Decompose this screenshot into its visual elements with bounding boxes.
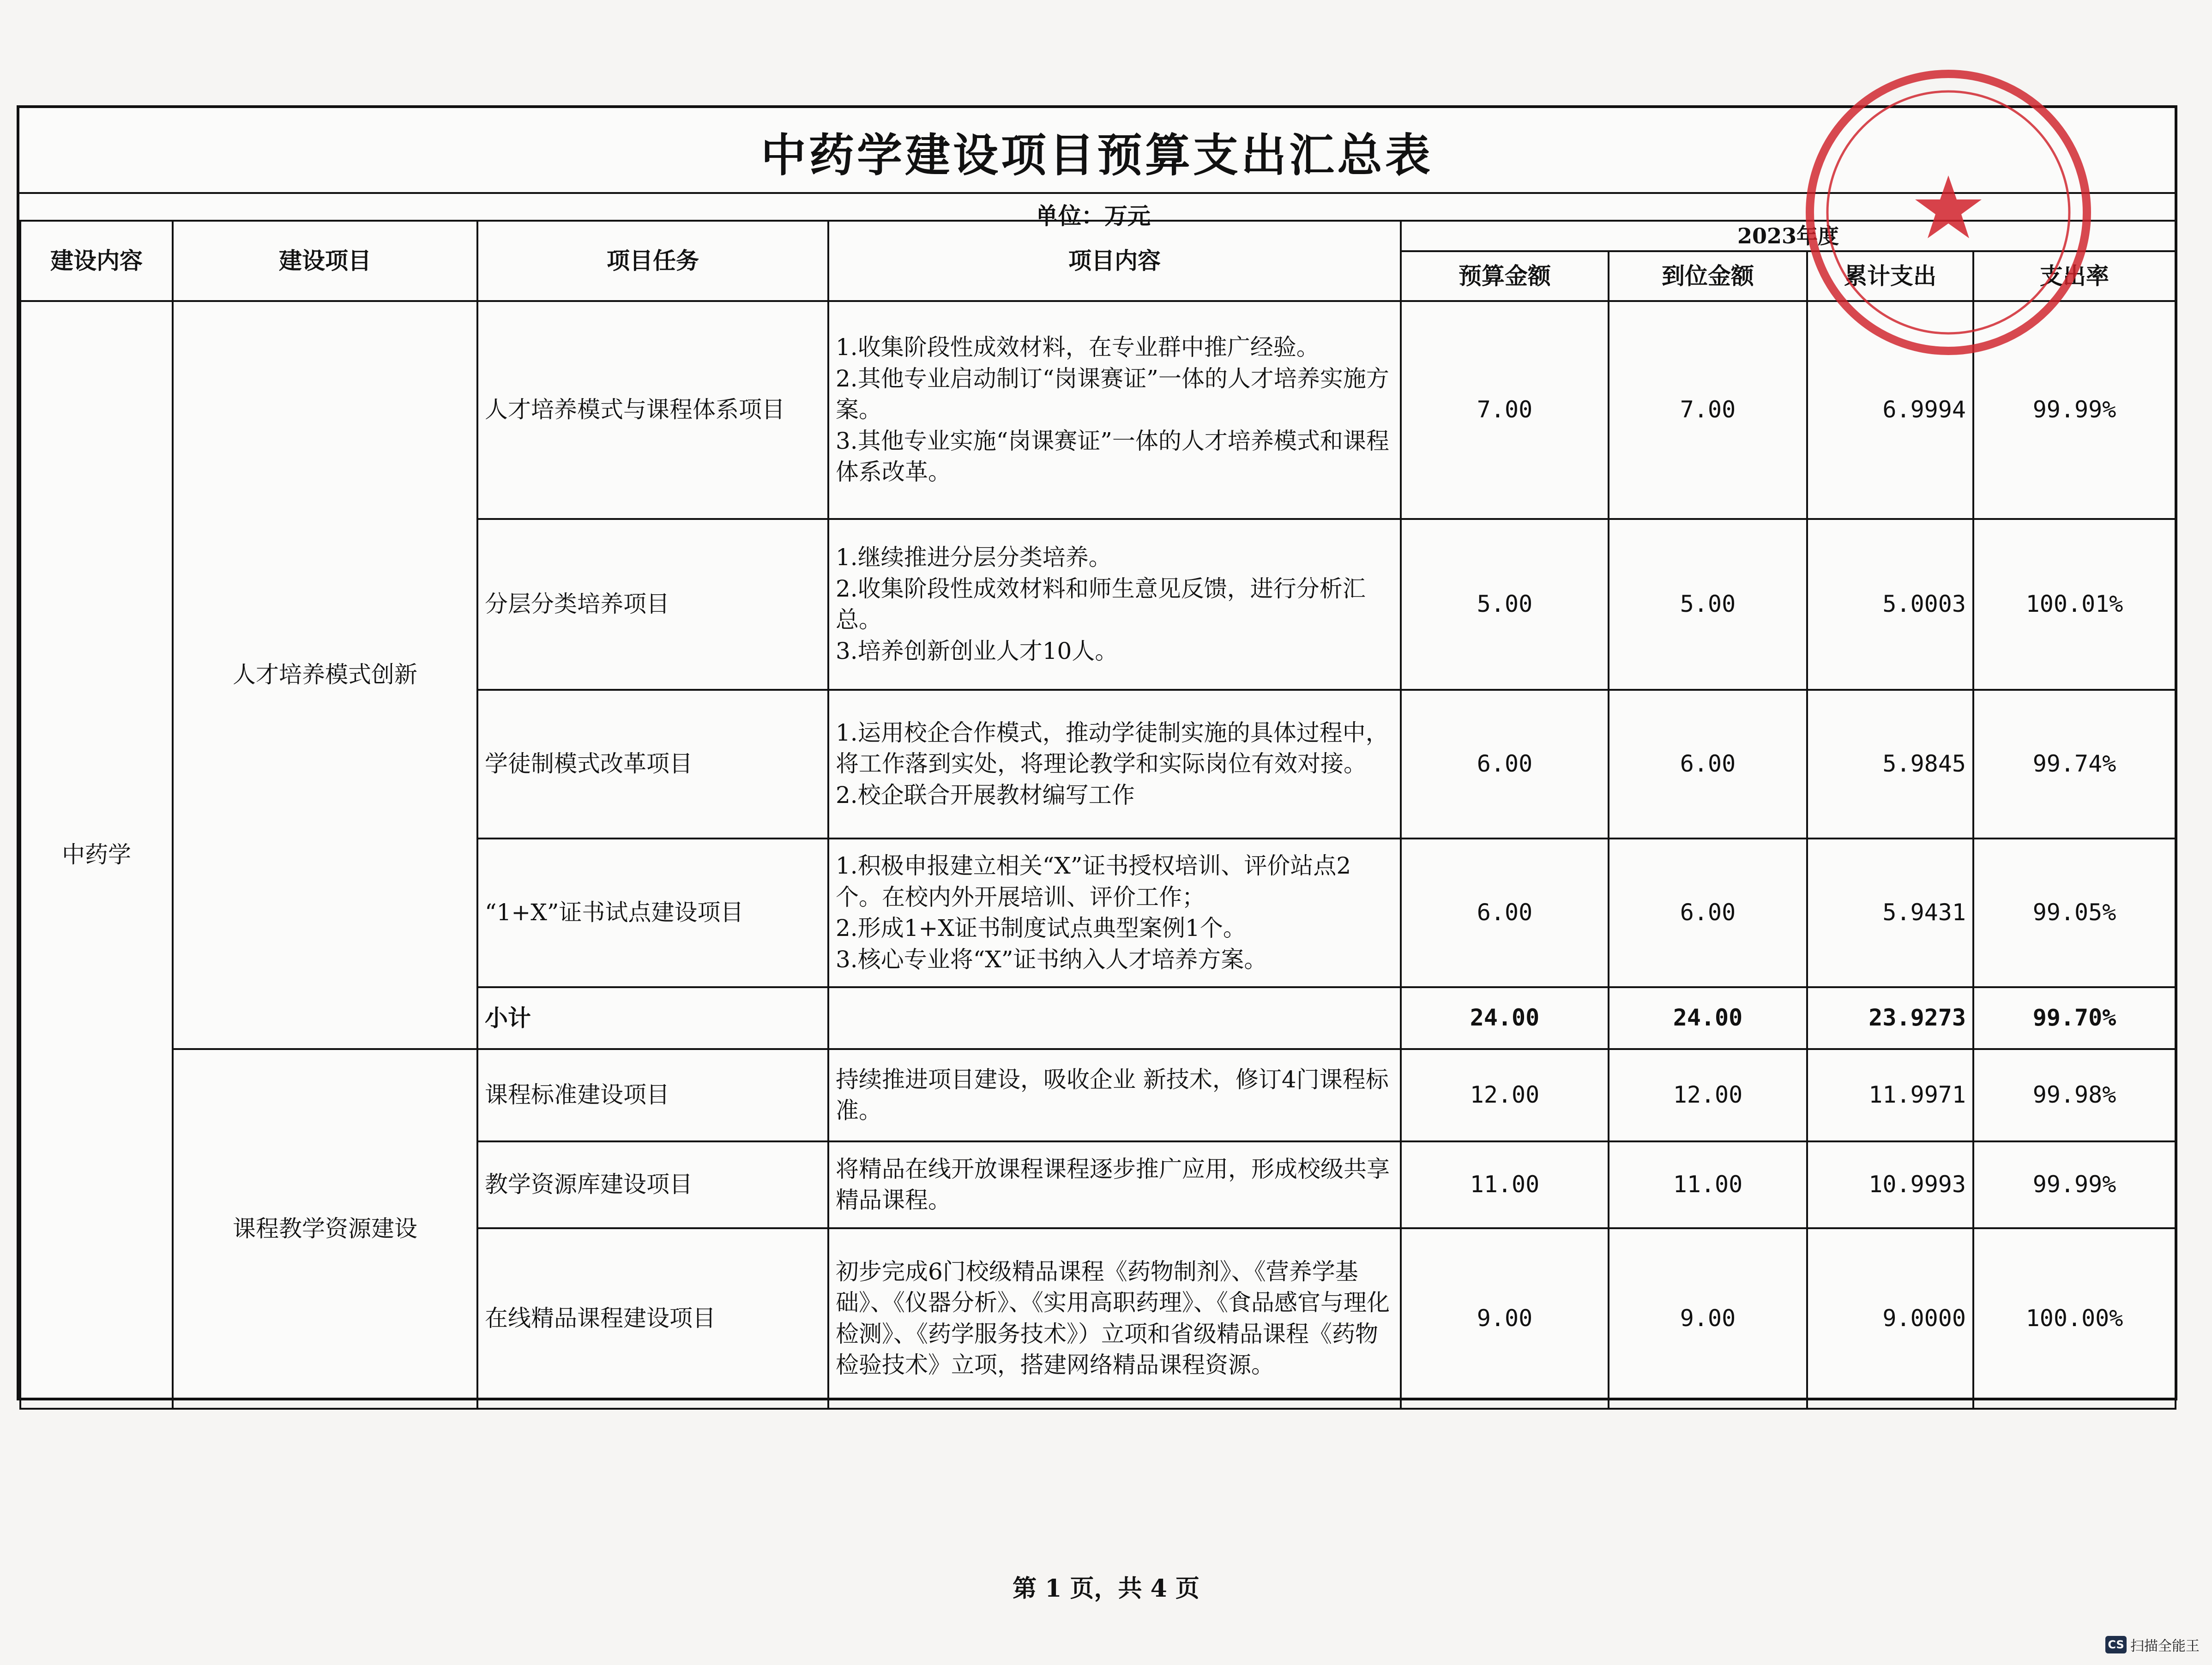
unit-label: 单位：万元 xyxy=(1035,202,1151,229)
table-row xyxy=(20,301,2176,519)
task-content xyxy=(828,1228,1401,1409)
content-line: 2.形成1+X证书制度试点典型案例1个。 xyxy=(836,915,1246,942)
spent-amount: 11.9971 xyxy=(1807,1049,1973,1141)
header-content: 建设内容 xyxy=(20,221,173,301)
task-content xyxy=(828,690,1401,839)
project-name: 课程教学资源建设 xyxy=(173,1049,477,1409)
budget-amount: 6.00 xyxy=(1401,690,1609,839)
spend-rate: 99.05% xyxy=(1973,839,2176,987)
content-line: 1.继续推进分层分类培养。 xyxy=(836,544,1112,571)
subtotal-content xyxy=(828,987,1401,1049)
budget-amount: 6.00 xyxy=(1401,839,1609,987)
content-line: 2.收集阶段性成效材料和师生意见反馈，进行分析汇总。 xyxy=(836,575,1366,633)
task-name: 在线精品课程建设项目 xyxy=(477,1228,828,1409)
content-line: 2.校企联合开展教材编写工作 xyxy=(836,781,1135,808)
title-divider xyxy=(19,192,2175,194)
header-spent: 累计支出 xyxy=(1807,251,1973,301)
camscanner-logo: CS xyxy=(2105,1636,2127,1653)
content-line: 初步完成6门校级精品课程《药物制剂》、《营养学基础》、《仪器分析》、《实用高职药理》、《食品感官与理化检测》、《药学服务技术》）立项和省级精品课程《药物检验技术》立项，搭建网络精品课程资源。 xyxy=(836,1258,1390,1379)
content-line: 3.核心专业将“X”证书纳入人才培养方案。 xyxy=(836,946,1267,973)
content-line: 1.收集阶段性成效材料，在专业群中推广经验。 xyxy=(836,334,1320,361)
budget-amount: 5.00 xyxy=(1401,519,1609,690)
header-task: 项目任务 xyxy=(477,221,828,301)
project-name: 人才培养模式创新 xyxy=(173,301,477,1049)
content-line: 1.运用校企合作模式，推动学徒制实施的具体过程中，将工作落到实处，将理论教学和实际岗位有效对接。 xyxy=(836,719,1389,778)
subtotal-budget: 24.00 xyxy=(1401,987,1609,1049)
spend-rate: 99.98% xyxy=(1973,1049,2176,1141)
arrived-amount: 6.00 xyxy=(1609,690,1807,839)
task-name: 教学资源库建设项目 xyxy=(477,1141,828,1228)
arrived-amount: 6.00 xyxy=(1609,839,1807,987)
spend-rate: 99.99% xyxy=(1973,1141,2176,1228)
subtotal-rate: 99.70% xyxy=(1973,987,2176,1049)
header-detail: 项目内容 xyxy=(828,221,1401,301)
spent-amount: 10.9993 xyxy=(1807,1141,1973,1228)
category-cell: 中药学 xyxy=(20,301,173,1409)
header-project: 建设项目 xyxy=(173,221,477,301)
task-content xyxy=(828,301,1401,519)
page-title: 中药学建设项目预算支出汇总表 xyxy=(760,129,1433,182)
budget-table xyxy=(19,220,2176,1410)
budget-amount: 11.00 xyxy=(1401,1141,1609,1228)
spend-rate: 100.01% xyxy=(1973,519,2176,690)
arrived-amount: 12.00 xyxy=(1609,1049,1807,1141)
content-line: 3.培养创新创业人才10人。 xyxy=(836,637,1118,664)
content-line: 1.积极申报建立相关“X”证书授权培训、评价站点2个。在校内外开展培训、评价工作； xyxy=(836,852,1351,911)
header-year: 2023年度 xyxy=(1401,221,2176,251)
arrived-amount: 7.00 xyxy=(1609,301,1807,519)
spent-amount: 5.9431 xyxy=(1807,839,1973,987)
task-name: “1+X”证书试点建设项目 xyxy=(477,839,828,987)
spend-rate: 99.99% xyxy=(1973,301,2176,519)
spent-amount: 6.9994 xyxy=(1807,301,1973,519)
header-rate: 支出率 xyxy=(1973,251,2176,301)
budget-amount: 12.00 xyxy=(1401,1049,1609,1141)
spent-amount: 9.0000 xyxy=(1807,1228,1973,1409)
table-row xyxy=(20,1049,2176,1141)
budget-amount: 7.00 xyxy=(1401,301,1609,519)
subtotal-label: 小计 xyxy=(477,987,828,1049)
content-line: 将精品在线开放课程课程逐步推广应用，形成校级共享精品课程。 xyxy=(836,1155,1390,1214)
header-arrived: 到位金额 xyxy=(1609,251,1807,301)
spend-rate: 99.74% xyxy=(1973,690,2176,839)
content-line: 3.其他专业实施“岗课赛证”一体的人才培养模式和课程体系改革。 xyxy=(836,427,1389,486)
task-content xyxy=(828,519,1401,690)
arrived-amount: 11.00 xyxy=(1609,1141,1807,1228)
budget-sheet xyxy=(17,105,2177,1400)
task-content xyxy=(828,839,1401,987)
scanner-watermark xyxy=(2105,1635,2200,1655)
spend-rate: 100.00% xyxy=(1973,1228,2176,1409)
task-name: 人才培养模式与课程体系项目 xyxy=(477,301,828,519)
arrived-amount: 9.00 xyxy=(1609,1228,1807,1409)
content-line: 持续推进项目建设，吸收企业 新技术，修订4门课程标准。 xyxy=(836,1066,1389,1124)
task-content xyxy=(828,1049,1401,1141)
subtotal-spent: 23.9273 xyxy=(1807,987,1973,1049)
task-content xyxy=(828,1141,1401,1228)
budget-amount: 9.00 xyxy=(1401,1228,1609,1409)
task-name: 分层分类培养项目 xyxy=(477,519,828,690)
arrived-amount: 5.00 xyxy=(1609,519,1807,690)
scanner-app-name: 扫描全能王 xyxy=(2130,1638,2200,1654)
spent-amount: 5.0003 xyxy=(1807,519,1973,690)
task-name: 课程标准建设项目 xyxy=(477,1049,828,1141)
header-budget: 预算金额 xyxy=(1401,251,1609,301)
subtotal-arrived: 24.00 xyxy=(1609,987,1807,1049)
spent-amount: 5.9845 xyxy=(1807,690,1973,839)
task-name: 学徒制模式改革项目 xyxy=(477,690,828,839)
content-line: 2.其他专业启动制订“岗课赛证”一体的人才培养实施方案。 xyxy=(836,365,1389,423)
page-number: 第 1 页，共 4 页 xyxy=(1013,1575,1199,1603)
